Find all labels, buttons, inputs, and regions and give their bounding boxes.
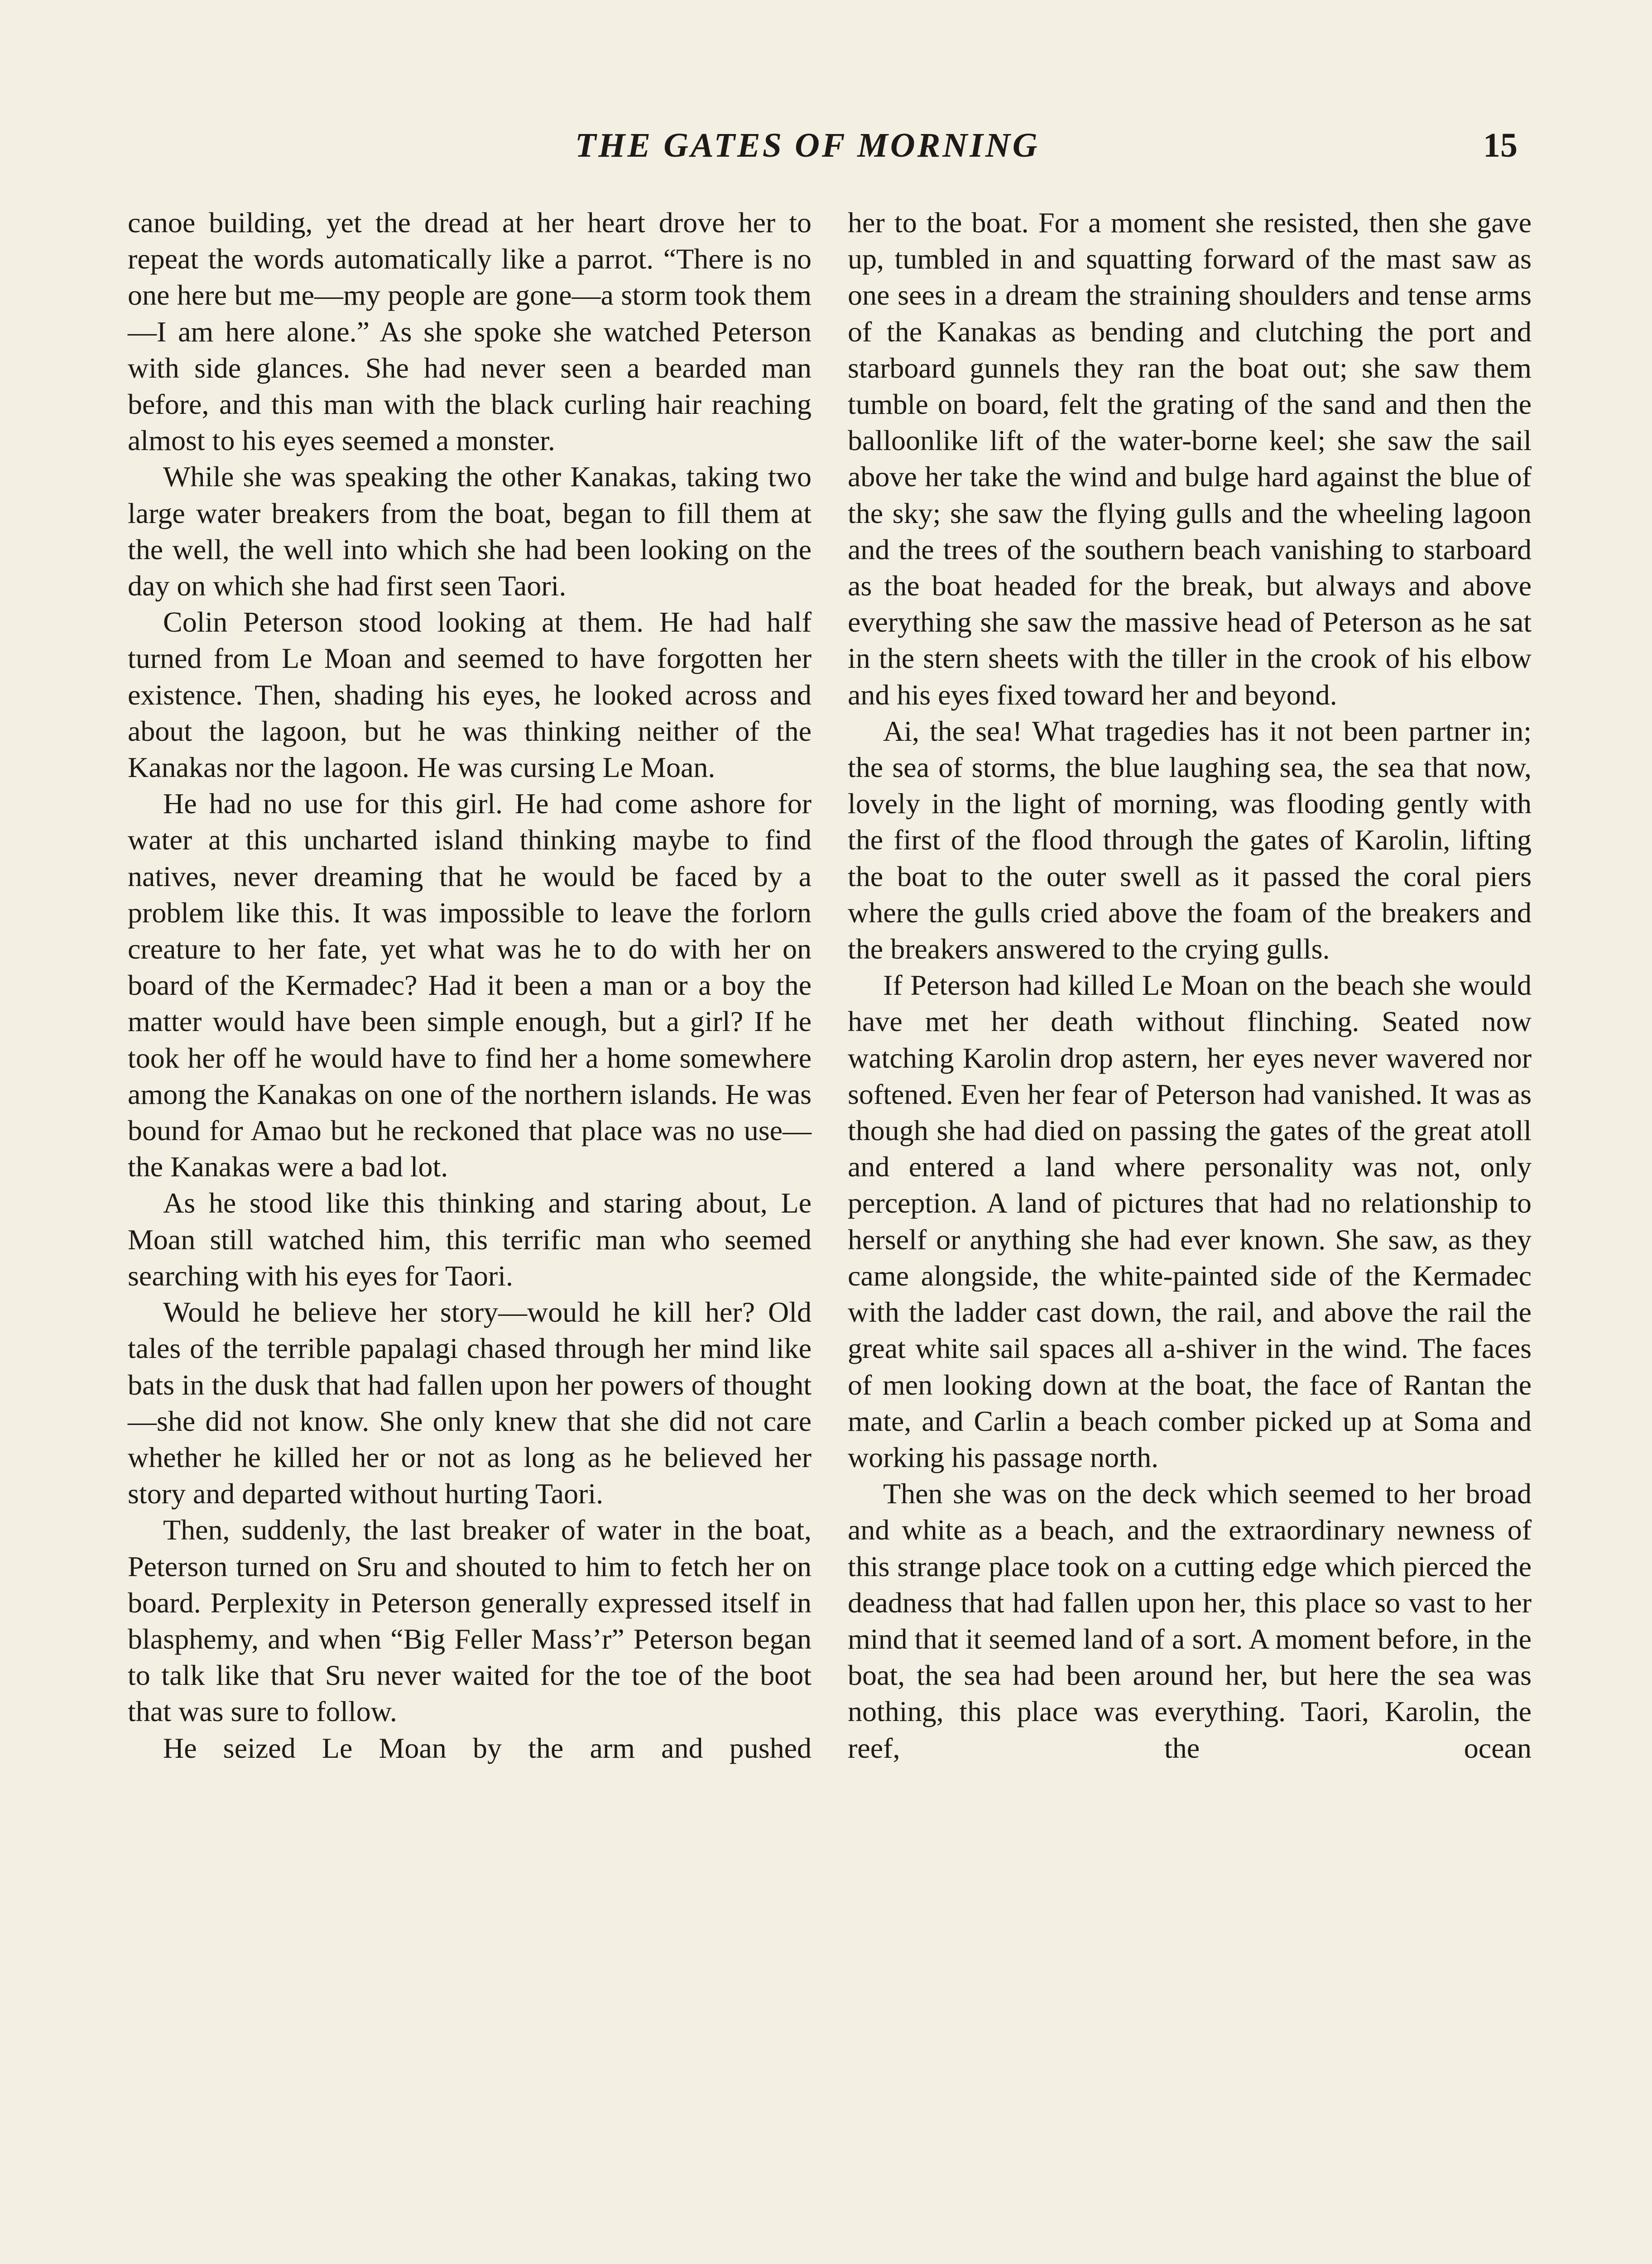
paragraph: While she was speaking the other Kanakas, taking two large water breakers from the boat, began to fill them at the well, the well into which she had been looking on the day on which she had first seen Taori. bbox=[128, 460, 812, 602]
paragraph: Colin Peterson stood looking at them. He had half turned from Le Moan and seemed to have forgotten her existence. Then, shading his eyes, he looked across and about the lagoon, but he was thinking neither of the Kanakas nor the lagoon. He was cursing Le Moan. bbox=[128, 606, 812, 784]
paragraph: canoe building, yet the dread at her heart drove her to repeat the words automatically like a parrot. “There is no one here but me—my people are gone—a storm took them—I am here alone.” As she spoke she watched Peterson with side glances. She had never seen a bearded man before, and this man with the black curling hair reaching almost to his eyes seemed a monster. bbox=[128, 206, 812, 457]
paragraph: her to the boat. For a moment she resisted, then she gave up, tumbled in and squatting forward of the mast saw as one sees in a dream the straining shoulders and tense arms of the Kanakas as bending and clutching the port and starboard gunnels they ran the boat out; she saw them tumble on board, felt the grating of the sand and then the balloonlike lift of the water-borne keel; she saw the sail above her take the wind and bulge hard against the blue of the sky; she saw the flying gulls and the wheeling lagoon and the trees of the southern beach vanishing to starboard as the boat headed for the break, but always and above everything she saw the massive head of Peterson as he sat in the stern sheets with the tiller in the crook of his elbow and his eyes fixed toward her and beyond. bbox=[848, 206, 1532, 711]
paragraph: He seized Le Moan by the arm and pushed bbox=[163, 1732, 812, 1764]
page-number: 15 bbox=[1483, 126, 1518, 164]
running-title: THE GATES OF MORNING bbox=[575, 126, 1040, 164]
paragraph: Would he believe her story—would he kill her? Old tales of the terrible papalagi chased through her mind like bats in the dusk that had fallen upon her powers of thought—she did not know. She only knew that she did not care whether he killed her or not as long as he believed her story and departed without hurting Taori. bbox=[128, 1296, 812, 1510]
paragraph: He had no use for this girl. He had come ashore for water at this uncharted island thinking maybe to find natives, never dreaming that he would be faced by a problem like this. It was impossible to leave the forlorn creature to her fate, yet what was he to do with her on board of the Kermadec? Had it been a man or a boy the matter would have been simple enough, but a girl? If he took her off he would have to find her a home somewhere among the Kanakas on one of the northern islands. He was bound for Amao but he reckoned that place was no use—the Kanakas were a bad lot. bbox=[128, 787, 812, 1183]
left-column bbox=[128, 205, 812, 1766]
paragraph: Then, suddenly, the last breaker of water in the boat, Peterson turned on Sru and shouted to him to fetch her on board. Perplexity in Peterson generally expressed itself in blasphemy, and when “Big Feller Mass’r” Peterson began to talk like that Sru never waited for the toe of the boot that was sure to follow. bbox=[128, 1514, 812, 1728]
paragraph: As he stood like this thinking and staring about, Le Moan still watched him, this terrific man who seemed searching with his eyes for Taori. bbox=[128, 1187, 812, 1292]
paragraph: Ai, the sea! What tragedies has it not been partner in; the sea of storms, the blue laughing sea, the sea that now, lovely in the light of morning, was flooding gently with the first of the flood through the gates of Karolin, lifting the boat to the outer swell as it passed the coral piers where the gulls cried above the foam of the breakers and the breakers answered to the crying gulls. bbox=[848, 715, 1532, 965]
paragraph: If Peterson had killed Le Moan on the beach she would have met her death without flinching. Seated now watching Karolin drop astern, her eyes never wavered nor softened. Even her fear of Peterson had vanished. It was as though she had died on passing the gates of the great atoll and entered a land where personality was not, only perception. A land of pictures that had no relationship to herself or anything she had ever known. She saw, as they came alongside, the white-painted side of the Kermadec with the ladder cast down, the rail, and above the rail the great white sail spaces all a-shiver in the wind. The faces of men looking down at the boat, the face of Rantan the mate, and Carlin a beach comber picked up at Soma and working his passage north. bbox=[848, 969, 1532, 1473]
right-column bbox=[848, 205, 1532, 1766]
paragraph: Then she was on the deck which seemed to her broad and white as a beach, and the extraordinary newness of this strange place took on a cutting edge which pierced the deadness that had fallen upon her, this place so vast to her mind that it seemed land of a sort. A moment before, in the boat, the sea had been around her, but here the sea was nothing, this place was everything. Taori, Karolin, the reef, the ocean bbox=[848, 1477, 1532, 1764]
